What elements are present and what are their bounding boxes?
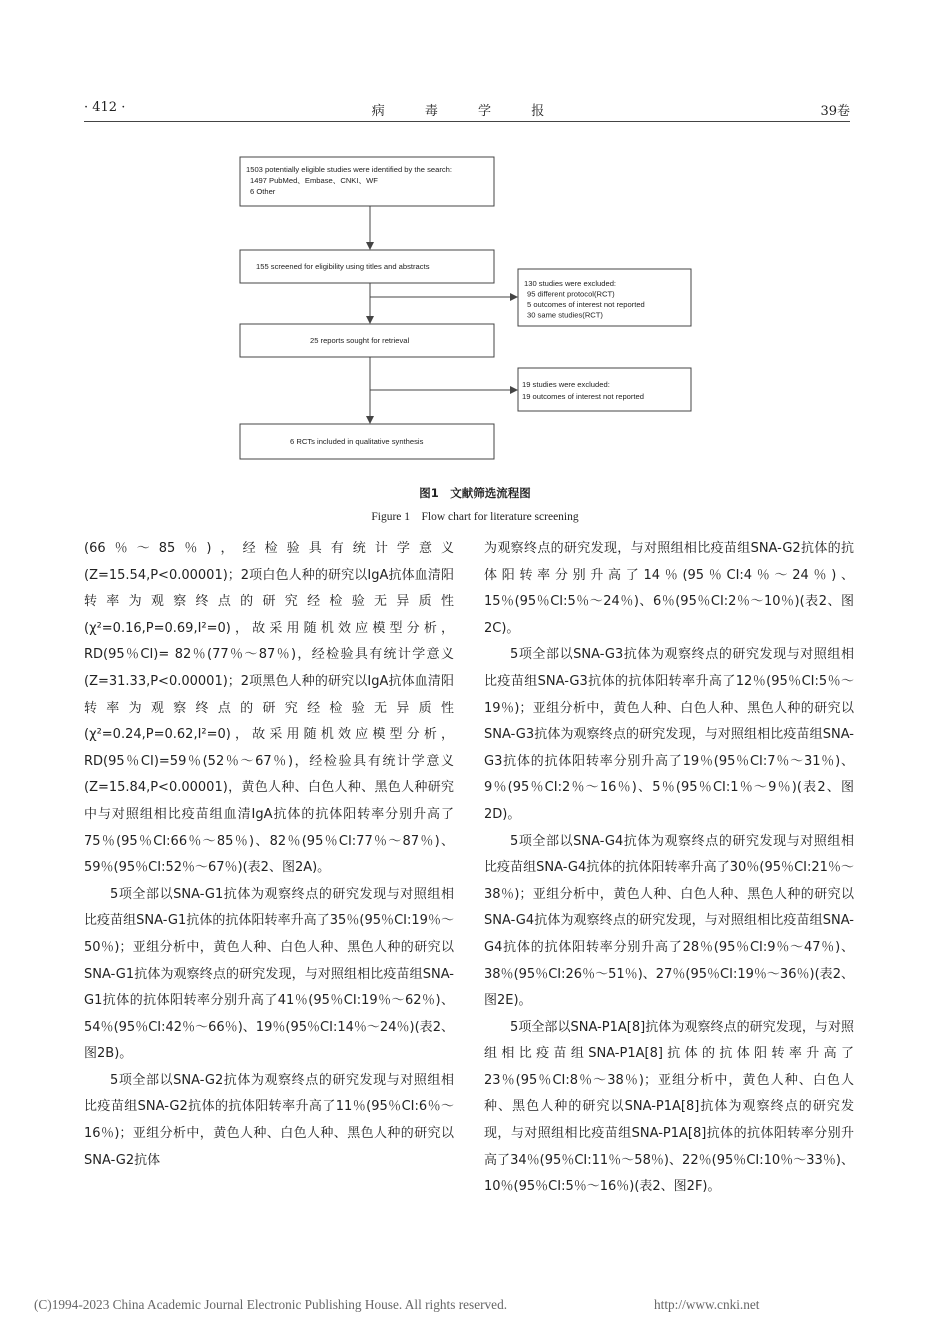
paragraph: (66％～85％)，经检验具有统计学意义(Z=15.54,P<0.00001)；2项白色人种的研究以IgA抗体血清阳转率为观察终点的研究经检验无异质性(χ²=0.16,P=0.69,I²=0)，故采用随机效应模型分析，RD(95％CI)= 82％(77％～87％)，经检验具有统计学意义(Z=31.33,P<0.00001)；2项黑色人种的研究以IgA抗体血清阳转率为观察终点的研究经检验无异质性(χ²=0.24,P=0.62,I²=0)，故采用随机效应模型分析，RD(95％CI)=59％(52％～67％)，经检验具有统计学意义(Z=15.84,P<0.00001)，黄色人种、白色人种、黑色人种研究中与对照组相比疫苗组血清IgA抗体的抗体阳转率分别升高了75％(95％CI:66％～85％)、82％(95％CI:77％～87％)、59％(95％CI:52％～67％)(表2、图2A)。 (84, 541, 454, 876)
journal-name: 病 毒 学 报 (371, 104, 563, 119)
paragraph: 5项全部以SNA-G3抗体为观察终点的研究发现与对照组相比疫苗组SNA-G3抗体的抗体阳转率升高了12％(95％CI:5％～19％)；亚组分析中，黄色人种、白色人种、黑色人种的研究以SNA-G3抗体为观察终点的研究发现，与对照组相比疫苗组SNA-G3抗体的抗体阳转率分别升高了19％(95％CI:7％～31％)、9％(95％CI:2％～16％)、5％(95％CI:1％～9％)(表2、图2D)。 (484, 647, 854, 822)
footer-url[interactable]: http://www.cnki.net (654, 1297, 760, 1312)
excluded-1-text: 130 studies were excluded: 95 different protocol(RCT) 5 outcomes of interest not reported 30 same studies(RCT) (524, 279, 645, 320)
figure-caption-en: Figure 1 Flow chart for literature screening (371, 511, 579, 523)
identified-text: 1503 potentially eligible studies were identified by the search: 1497 PubMed、Embase、CNKI、WF 6 Other (246, 165, 453, 196)
volume-label: 39卷 (820, 104, 850, 119)
left-column (84, 536, 454, 1174)
right-column (484, 536, 854, 1201)
included-text: 6 RCTs included in qualitative synthesis (290, 437, 424, 446)
flowchart (0, 0, 950, 480)
screened-text: 155 screened for eligibility using titles and abstracts (256, 262, 430, 271)
excluded-2-text: 19 studies were excluded: 19 outcomes of interest not reported (522, 380, 644, 401)
paragraph: 5项全部以SNA-G4抗体为观察终点的研究发现与对照组相比疫苗组SNA-G4抗体的抗体阳转率升高了30％(95％CI:21％～38％)；亚组分析中，黄色人种、白色人种、黑色人种的研究以SNA-G4抗体为观察终点的研究发现，与对照组相比疫苗组SNA-G4抗体的抗体阳转率分别升高了28％(95％CI:9％～47％)、38％(95％CI:26％～51％)、27％(95％CI:19％～36％)(表2、图2E)。 (484, 833, 854, 1009)
figure-caption-cn: 图1 文献筛选流程图 (419, 486, 531, 500)
paragraph: 5项全部以SNA-G1抗体为观察终点的研究发现与对照组相比疫苗组SNA-G1抗体的抗体阳转率升高了35％(95％CI:19％～50％)；亚组分析中，黄色人种、白色人种、黑色人种的研究以SNA-G1抗体为观察终点的研究发现，与对照组相比疫苗组SNA-G1抗体的抗体阳转率分别升高了41％(95％CI:19％～62％)、54％(95％CI:42％～66％)、19％(95％CI:14％～24％)(表2、图2B)。 (84, 886, 454, 1062)
paragraph: 5项全部以SNA-G2抗体为观察终点的研究发现与对照组相比疫苗组SNA-G2抗体的抗体阳转率升高了11％(95％CI:6％～16％)；亚组分析中，黄色人种、白色人种、黑色人种的研究以SNA-G2抗体 (84, 1072, 454, 1168)
paragraph: 为观察终点的研究发现，与对照组相比疫苗组SNA-G2抗体的抗体阳转率分别升高了14％(95％CI:4％～24％)、15％(95％CI:5％～24％)、6％(95％CI:2％～10％)(表2、图2C)。 (484, 541, 854, 636)
paragraph: 5项全部以SNA-P1A[8]抗体为观察终点的研究发现，与对照组相比疫苗组SNA-P1A[8]抗体的抗体阳转率升高了23％(95％CI:8％～38％)；亚组分析中，黄色人种、白色人种、黑色人种的研究以SNA-P1A[8]抗体为观察终点的研究发现，与对照组相比疫苗组SNA-P1A[8]抗体的抗体阳转率分别升高了34％(95％CI:11％～58％)、22％(95％CI:10％～33％)、10％(95％CI:5％～16％)(表2、图2F)。 (484, 1019, 854, 1195)
box-excluded-2 (518, 368, 691, 411)
page-number: · 412 · (84, 100, 126, 115)
copyright-notice: (C)1994-2023 China Academic Journal Electronic Publishing House. All rights reserved. (34, 1297, 508, 1312)
retrieval-text: 25 reports sought for retrieval (310, 336, 410, 345)
